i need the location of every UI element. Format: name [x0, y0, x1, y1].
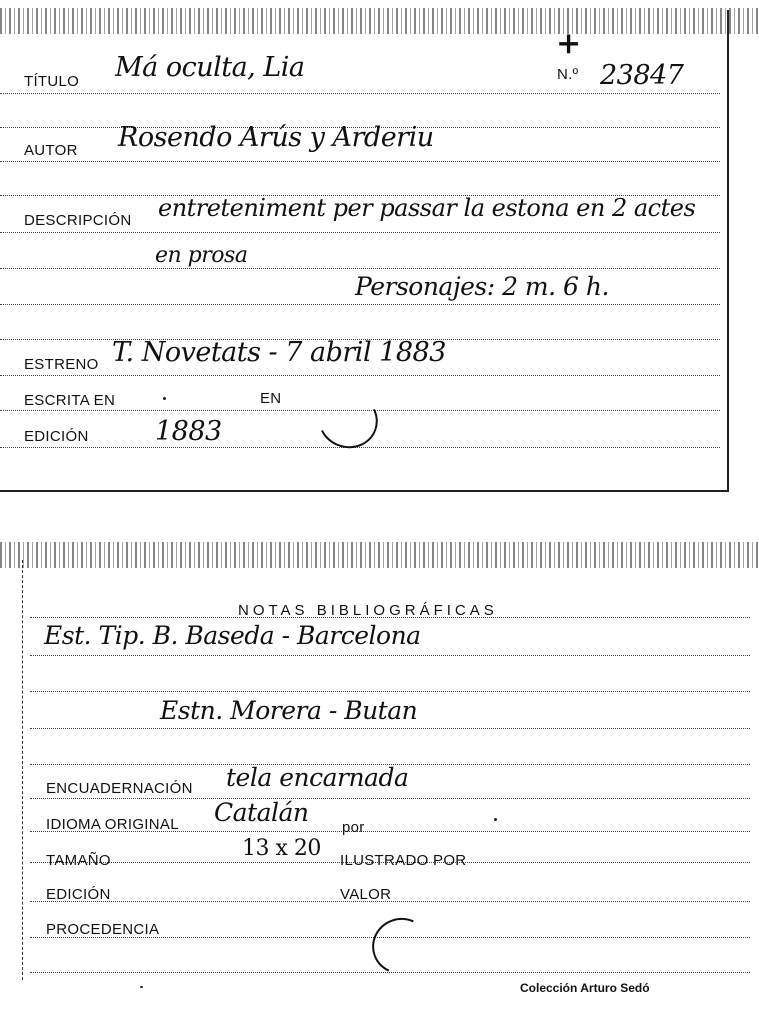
- autor-value: Rosendo Arús y Arderiu: [118, 122, 434, 153]
- collection-credit: Colección Arturo Sedó: [520, 981, 650, 995]
- label-numero: N.º: [557, 66, 579, 83]
- ruled-line: [30, 617, 750, 618]
- titulo-value: Má oculta, Lia: [115, 52, 305, 83]
- label-autor: AUTOR: [24, 142, 78, 159]
- numero-value: 23847: [600, 60, 684, 91]
- punch-hole: [310, 383, 386, 456]
- label-valor: VALOR: [340, 886, 392, 903]
- label-descripcion: DESCRIPCIÓN: [24, 212, 132, 229]
- card-edge: [727, 10, 729, 492]
- idioma-value: Catalán: [214, 798, 309, 827]
- ruled-line: [30, 691, 750, 692]
- catalog-card-back: [0, 540, 759, 1028]
- tamano-value: 13 x 20: [242, 836, 321, 861]
- personajes-value: Personajes: 2 m. 6 h.: [355, 272, 609, 301]
- label-edicion: EDICIÓN: [46, 886, 111, 903]
- edicion-value: 1883: [155, 416, 222, 447]
- card-edge: [22, 560, 24, 980]
- ink-dot: [494, 818, 497, 821]
- descripcion-line2: en prosa: [155, 243, 248, 268]
- label-procedencia: PROCEDENCIA: [46, 921, 160, 938]
- cross-mark: +: [556, 26, 581, 61]
- label-edicion: EDICIÓN: [24, 428, 89, 445]
- ruled-line: [30, 798, 750, 799]
- label-escrita-en: ESCRITA EN: [24, 392, 116, 409]
- ink-dot: [140, 986, 143, 988]
- torn-edge: [0, 8, 759, 34]
- descripcion-line1: entreteniment per passar la estona en 2 actes: [158, 194, 696, 222]
- ruled-line: [0, 268, 720, 269]
- ruled-line: [30, 655, 750, 656]
- ruled-line: [0, 447, 720, 448]
- ruled-line: [0, 375, 720, 376]
- label-estreno: ESTRENO: [24, 356, 99, 373]
- card-edge: [0, 490, 729, 492]
- label-titulo: TÍTULO: [24, 73, 80, 90]
- label-encuadernacion: ENCUADERNACIÓN: [46, 780, 193, 797]
- encuadernacion-value: tela encarnada: [226, 763, 409, 792]
- estreno-value: T. Novetats - 7 abril 1883: [112, 337, 446, 368]
- catalog-card-front: [0, 0, 759, 494]
- ruled-line: [0, 232, 720, 233]
- ruled-line: [0, 161, 720, 162]
- ruled-line: [0, 93, 720, 94]
- torn-edge: [0, 542, 759, 568]
- ruled-line: [30, 728, 750, 729]
- label-idioma-original: IDIOMA ORIGINAL: [46, 816, 179, 833]
- note-line-2: Estn. Morera - Butan: [160, 696, 418, 725]
- notas-heading: NOTAS BIBLIOGRÁFICAS: [238, 602, 498, 619]
- ruled-line: [0, 304, 720, 305]
- label-tamano: TAMAÑO: [46, 852, 111, 869]
- ink-dot: [163, 397, 166, 400]
- label-ilustrado-por: ILUSTRADO POR: [340, 852, 467, 869]
- label-por: por: [342, 819, 365, 836]
- label-en: EN: [260, 390, 282, 407]
- note-line-1: Est. Tip. B. Baseda - Barcelona: [44, 621, 421, 650]
